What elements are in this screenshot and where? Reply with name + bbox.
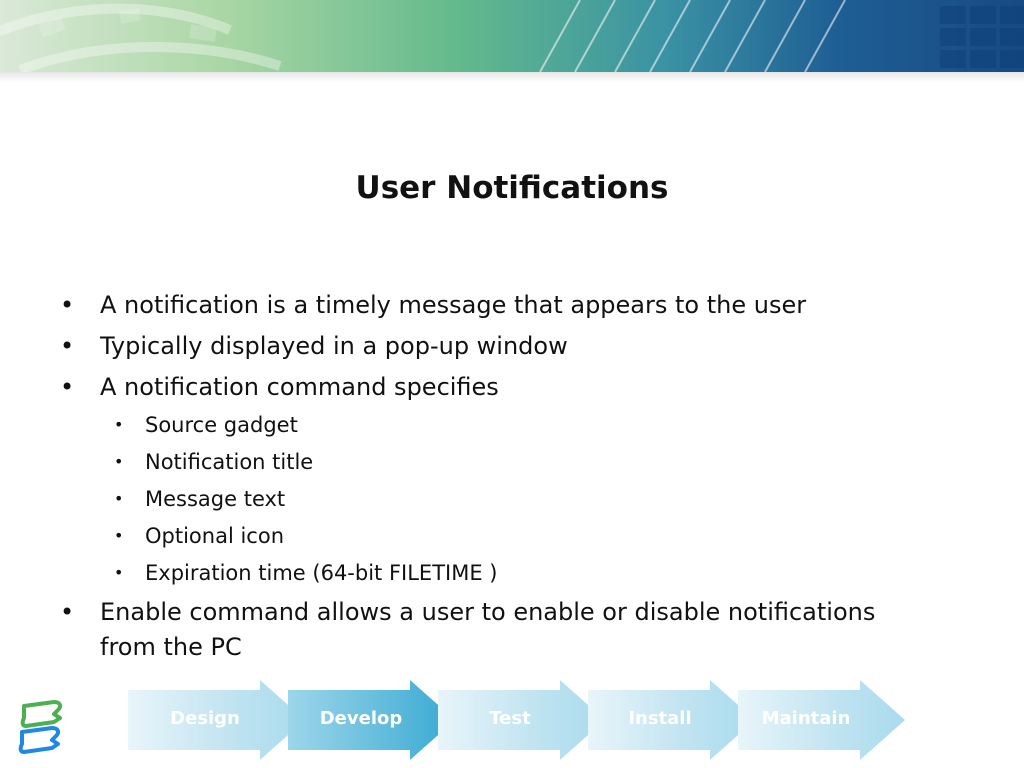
sub-bullet-dot: • — [114, 563, 124, 582]
slide-title: User Notifications — [355, 170, 669, 206]
header-pattern — [0, 0, 1024, 72]
sub-bullet-dot: • — [114, 526, 124, 545]
process-step-develop: Develop — [319, 708, 403, 729]
sub-bullet-text: Source gadget — [145, 413, 298, 437]
process-step-test: Test — [489, 708, 531, 729]
bullet-text-continued: from the PC — [100, 633, 242, 661]
windows-sideshow-logo-icon — [14, 698, 68, 760]
sub-bullet-dot: • — [114, 415, 124, 434]
process-step-design: Design — [170, 708, 240, 729]
bullet-dot: • — [60, 291, 75, 319]
sub-bullet-text: Message text — [145, 487, 286, 511]
bullet-text: Typically displayed in a pop-up window — [100, 332, 568, 360]
header-shadow — [0, 72, 1024, 82]
process-step-install: Install — [628, 708, 692, 729]
sub-bullet-dot: • — [114, 489, 124, 508]
bullet-dot: • — [60, 373, 75, 401]
bullet-text: A notification command specifies — [100, 373, 499, 401]
header-banner — [0, 0, 1024, 72]
process-step-maintain: Maintain — [761, 708, 851, 729]
sub-bullet-text: Expiration time (64-bit FILETIME ) — [145, 561, 498, 585]
bullet-text: Enable command allows a user to enable or disable notifications — [100, 598, 876, 626]
sub-bullet-dot: • — [114, 452, 124, 471]
sub-bullet-text: Notification title — [145, 450, 314, 474]
bullet-dot: • — [60, 598, 75, 626]
sub-bullet-text: Optional icon — [145, 524, 285, 548]
bullet-text: A notification is a timely message that appears to the user — [100, 291, 807, 319]
bullet-dot: • — [60, 332, 75, 360]
